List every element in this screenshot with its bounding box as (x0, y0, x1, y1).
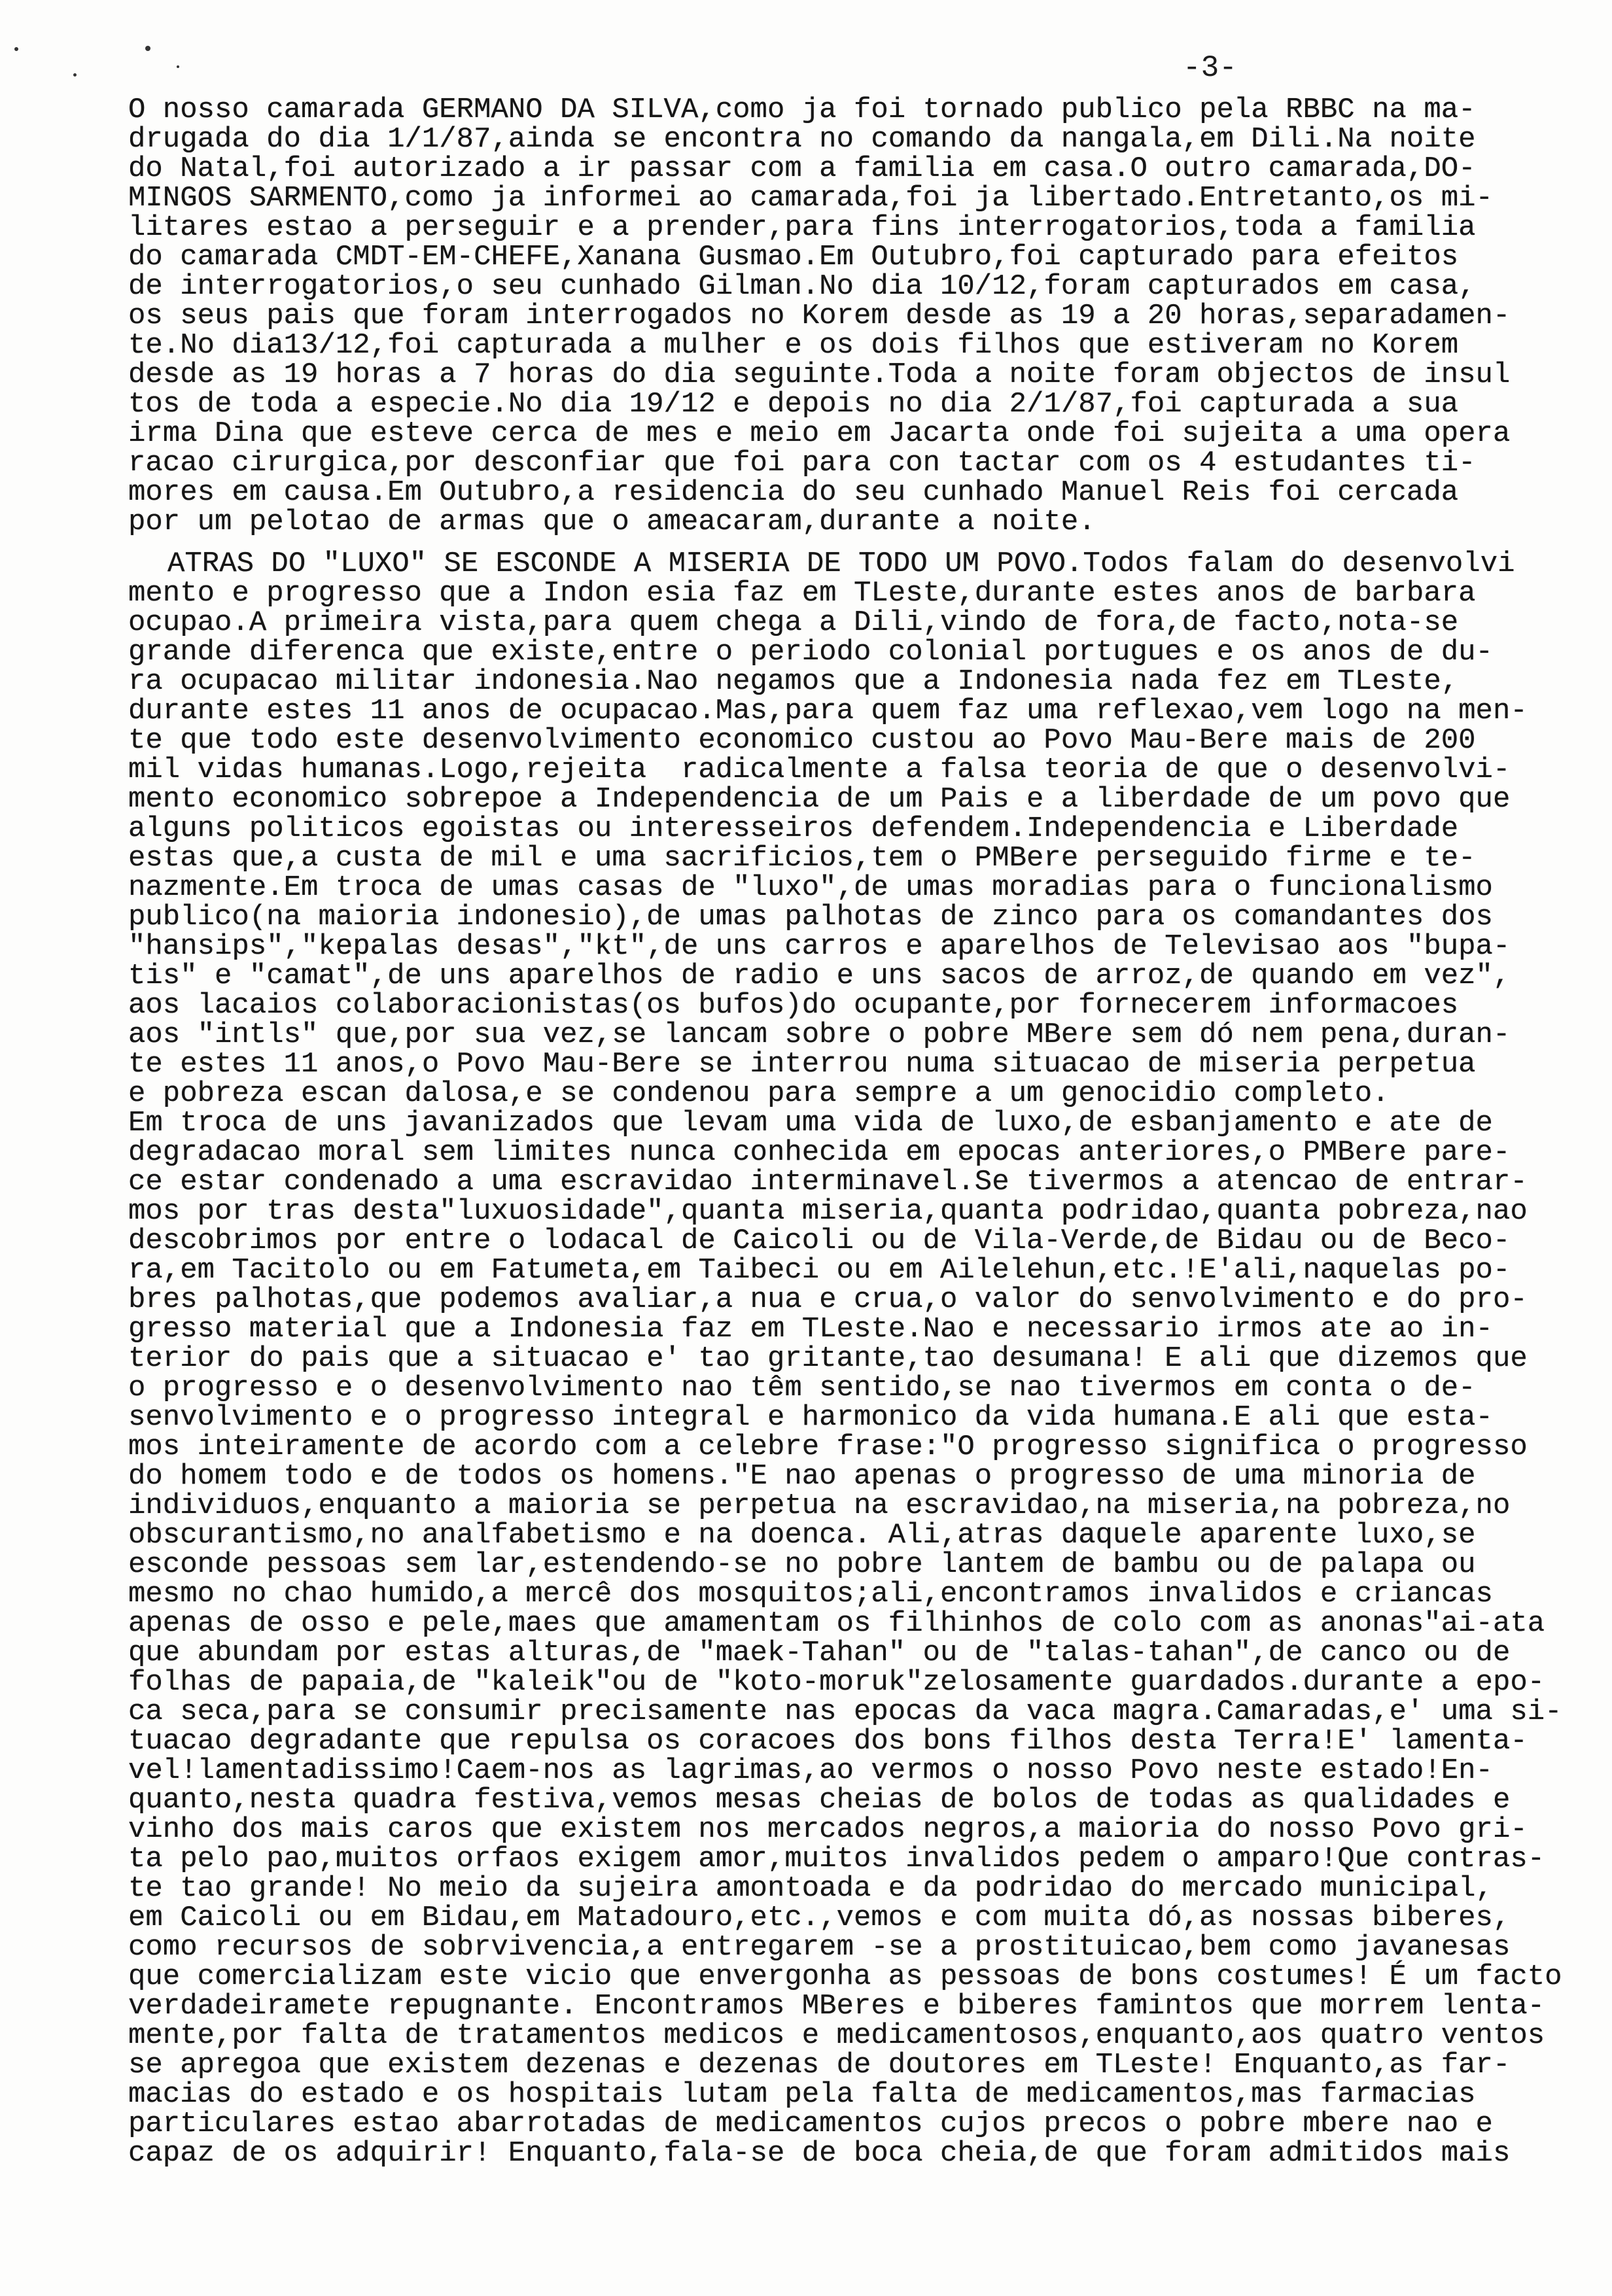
text-line: tuacao degradante que repulsa os coracoes dos bons filhos desta Terra!E' lamenta- (128, 1725, 1528, 1758)
text-line: esconde pessoas sem lar,estendendo-se no pobre lantem de bambu ou de palapa ou (128, 1548, 1476, 1581)
text-line: ta pelo pao,muitos orfaos exigem amor,muitos invalidos pedem o amparo!Que contras- (128, 1843, 1545, 1875)
text-line: mos inteiramente de acordo com a celebre frase:"O progresso significa o progresso (128, 1431, 1528, 1463)
text-line: mesmo no chao humido,a mercê dos mosquitos;ali,encontramos invalidos e criancas (128, 1578, 1493, 1610)
text-line: de interrogatorios,o seu cunhado Gilman.No dia 10/12,foram capturados em casa, (128, 270, 1476, 303)
text-line: folhas de papaia,de "kaleik"ou de "koto-moruk"zelosamente guardados.durante a epo- (128, 1666, 1545, 1699)
text-line: individuos,enquanto a maioria se perpetua na escravidao,na miseria,na pobreza,no (128, 1489, 1511, 1522)
paragraph-3 (128, 1109, 1562, 2168)
page-number: -3- (1183, 51, 1237, 85)
text-line: gresso material que a Indonesia faz em TLeste.Nao e necessario irmos ate ao in- (128, 1313, 1493, 1346)
text-line: mores em causa.Em Outubro,a residencia do seu cunhado Manuel Reis foi cercada (128, 476, 1459, 509)
text-line: mento economico sobrepoe a Independencia de um Pais e a liberdade de um povo que (128, 783, 1511, 816)
text-line: os seus pais que foram interrogados no Korem desde as 19 a 20 horas,separadamen- (128, 300, 1511, 332)
text-line: se apregoa que existem dezenas e dezenas de doutores em TLeste! Enquanto,as far- (128, 2049, 1511, 2081)
text-line: ca seca,para se consumir precisamente nas epocas da vaca magra.Camaradas,e' uma si- (128, 1696, 1562, 1728)
text-line: litares estao a perseguir e a prender,para fins interrogatorios,toda a familia (128, 211, 1476, 244)
text-line: desde as 19 horas a 7 horas do dia seguinte.Toda a noite foram objectos de insul (128, 358, 1511, 391)
text-line: capaz de os adquirir! Enquanto,fala-se de boca cheia,de que foram admitidos mais (128, 2137, 1511, 2170)
text-line: MINGOS SARMENTO,como ja informei ao camarada,foi ja libertado.Entretanto,os mi- (128, 182, 1493, 215)
text-line: tos de toda a especie.No dia 19/12 e depois no dia 2/1/87,foi capturada a sua (128, 388, 1459, 421)
text-line: verdadeiramete repugnante. Encontramos MBeres e biberes famintos que morrem lenta- (128, 1990, 1545, 2023)
text-line: aos lacaios colaboracionistas(os bufos)do ocupante,por fornecerem informacoes (128, 989, 1459, 1022)
text-line: vel!lamentadissimo!Caem-nos as lagrimas,ao vermos o nosso Povo neste estado!En- (128, 1754, 1493, 1787)
text-line: mos por tras desta"luxuosidade",quanta miseria,quanta podridao,quanta pobreza,nao (128, 1195, 1528, 1228)
text-line: macias do estado e os hospitais lutam pela falta de medicamentos,mas farmacias (128, 2078, 1476, 2111)
text-line: terior do pais que a situacao e' tao gritante,tao desumana! E ali que dizemos que (128, 1342, 1528, 1375)
text-line: ra,em Tacitolo ou em Fatumeta,em Taibeci ou em Ailelehun,etc.!E'ali,naquelas po- (128, 1254, 1511, 1287)
text-line: ocupao.A primeira vista,para quem chega a Dili,vindo de fora,de facto,nota-se (128, 606, 1459, 639)
text-line: drugada do dia 1/1/87,ainda se encontra no comando da nangala,em Dili.Na noite (128, 123, 1476, 156)
text-line: irma Dina que esteve cerca de mes e meio em Jacarta onde foi sujeita a uma opera (128, 417, 1511, 450)
text-line: como recursos de sobrvivencia,a entregarem -se a prostituicao,bem como javanesas (128, 1931, 1511, 1964)
text-line: ra ocupacao militar indonesia.Nao negamos que a Indonesia nada fez em TLeste, (128, 665, 1459, 698)
scan-speck (145, 46, 150, 51)
text-line: bres palhotas,que podemos avaliar,a nua e crua,o valor do senvolvimento e do pro- (128, 1283, 1528, 1316)
text-line: O nosso camarada GERMANO DA SILVA,como ja foi tornado publico pela RBBC na ma- (128, 94, 1476, 126)
text-line: publico(na maioria indonesio),de umas palhotas de zinco para os comandantes dos (128, 901, 1493, 933)
scan-speck (14, 47, 18, 51)
text-line: estas que,a custa de mil e uma sacrificios,tem o PMBere perseguido firme e te- (128, 842, 1476, 875)
text-line: por um pelotao de armas que o ameacaram,durante a noite. (128, 506, 1096, 538)
text-line: grande diferenca que existe,entre o periodo colonial portugues e os anos de du- (128, 636, 1493, 669)
paragraph-1 (128, 96, 1510, 537)
text-line: particulares estao abarrotadas de medicamentos cujos precos o pobre mbere nao e (128, 2108, 1493, 2140)
text-line: que abundam por estas alturas,de "maek-Tahan" ou de "talas-tahan",de canco ou de (128, 1637, 1511, 1669)
text-line: do camarada CMDT-EM-CHEFE,Xanana Gusmao.Em Outubro,foi capturado para efeitos (128, 241, 1459, 273)
text-line: e pobreza escan dalosa,e se condenou para sempre a um genocidio completo. (128, 1077, 1390, 1110)
text-line: mil vidas humanas.Logo,rejeita radicalmente a falsa teoria de que o desenvolvi- (128, 754, 1511, 786)
scan-speck (73, 73, 77, 77)
text-line: ce estar condenado a uma escravidao interminavel.Se tivermos a atencao de entrar- (128, 1166, 1528, 1198)
text-line: durante estes 11 anos de ocupacao.Mas,para quem faz uma reflexao,vem logo na men- (128, 695, 1528, 727)
text-line: que comercializam este vicio que envergonha as pessoas de bons costumes! É um facto (128, 1960, 1562, 1993)
text-line: tis" e "camat",de uns aparelhos de radio e uns sacos de arroz,de quando em vez", (128, 960, 1511, 992)
text-line: "hansips","kepalas desas","kt",de uns carros e aparelhos de Televisao aos "bupa- (128, 930, 1511, 963)
text-line: vinho dos mais caros que existem nos mercados negros,a maioria do nosso Povo gri- (128, 1813, 1528, 1846)
text-line: aos "intls" que,por sua vez,se lancam sobre o pobre MBere sem dó nem pena,duran- (128, 1018, 1511, 1051)
text-line: alguns politicos egoistas ou interesseiros defendem.Independencia e Liberdade (128, 812, 1459, 845)
text-line: do homem todo e de todos os homens."E nao apenas o progresso de uma minoria de (128, 1460, 1476, 1493)
text-line: do Natal,foi autorizado a ir passar com a familia em casa.O outro camarada,DO- (128, 152, 1476, 185)
text-line: senvolvimento e o progresso integral e harmonico da vida humana.E ali que esta- (128, 1401, 1493, 1434)
paragraph-2 (128, 549, 1528, 1109)
text-line: nazmente.Em troca de umas casas de "luxo",de umas moradias para o funcionalismo (128, 871, 1493, 904)
text-line: ATRAS DO "LUXO" SE ESCONDE A MISERIA DE TODO UM POVO.Todos falam do desenvolvi (167, 548, 1515, 580)
text-line: te tao grande! No meio da sujeira amontoada e da podridao do mercado municipal, (128, 1872, 1493, 1905)
text-line: quanto,nesta quadra festiva,vemos mesas cheias de bolos de todas as qualidades e (128, 1784, 1511, 1817)
text-line: racao cirurgica,por desconfiar que foi para con tactar com os 4 estudantes ti- (128, 447, 1476, 479)
text-line: em Caicoli ou em Bidau,em Matadouro,etc.,vemos e com muita dó,as nossas biberes, (128, 1902, 1511, 1934)
text-line: te estes 11 anos,o Povo Mau-Bere se interrou numa situacao de miseria perpetua (128, 1048, 1476, 1081)
text-line: degradacao moral sem limites nunca conhecida em epocas anteriores,o PMBere pare- (128, 1136, 1511, 1169)
text-line: apenas de osso e pele,maes que amamentam os filhinhos de colo com as anonas"ai-ata (128, 1607, 1545, 1640)
text-line: te.No dia13/12,foi capturada a mulher e os dois filhos que estiveram no Korem (128, 329, 1459, 362)
text-line: descobrimos por entre o lodacal de Caicoli ou de Vila-Verde,de Bidau ou de Beco- (128, 1225, 1511, 1257)
text-line: Em troca de uns javanizados que levam uma vida de luxo,de esbanjamento e ate de (128, 1107, 1493, 1139)
text-line: obscurantismo,no analfabetismo e na doenca. Ali,atras daquele aparente luxo,se (128, 1519, 1476, 1552)
text-line: te que todo este desenvolvimento economico custou ao Povo Mau-Bere mais de 200 (128, 724, 1476, 757)
scan-speck (177, 65, 179, 68)
text-line: mente,por falta de tratamentos medicos e medicamentosos,enquanto,aos quatro ventos (128, 2019, 1545, 2052)
text-line: o progresso e o desenvolvimento nao têm sentido,se nao tivermos em conta o de- (128, 1372, 1476, 1404)
text-line: mento e progresso que a Indon esia faz em TLeste,durante estes anos de barbara (128, 577, 1476, 610)
